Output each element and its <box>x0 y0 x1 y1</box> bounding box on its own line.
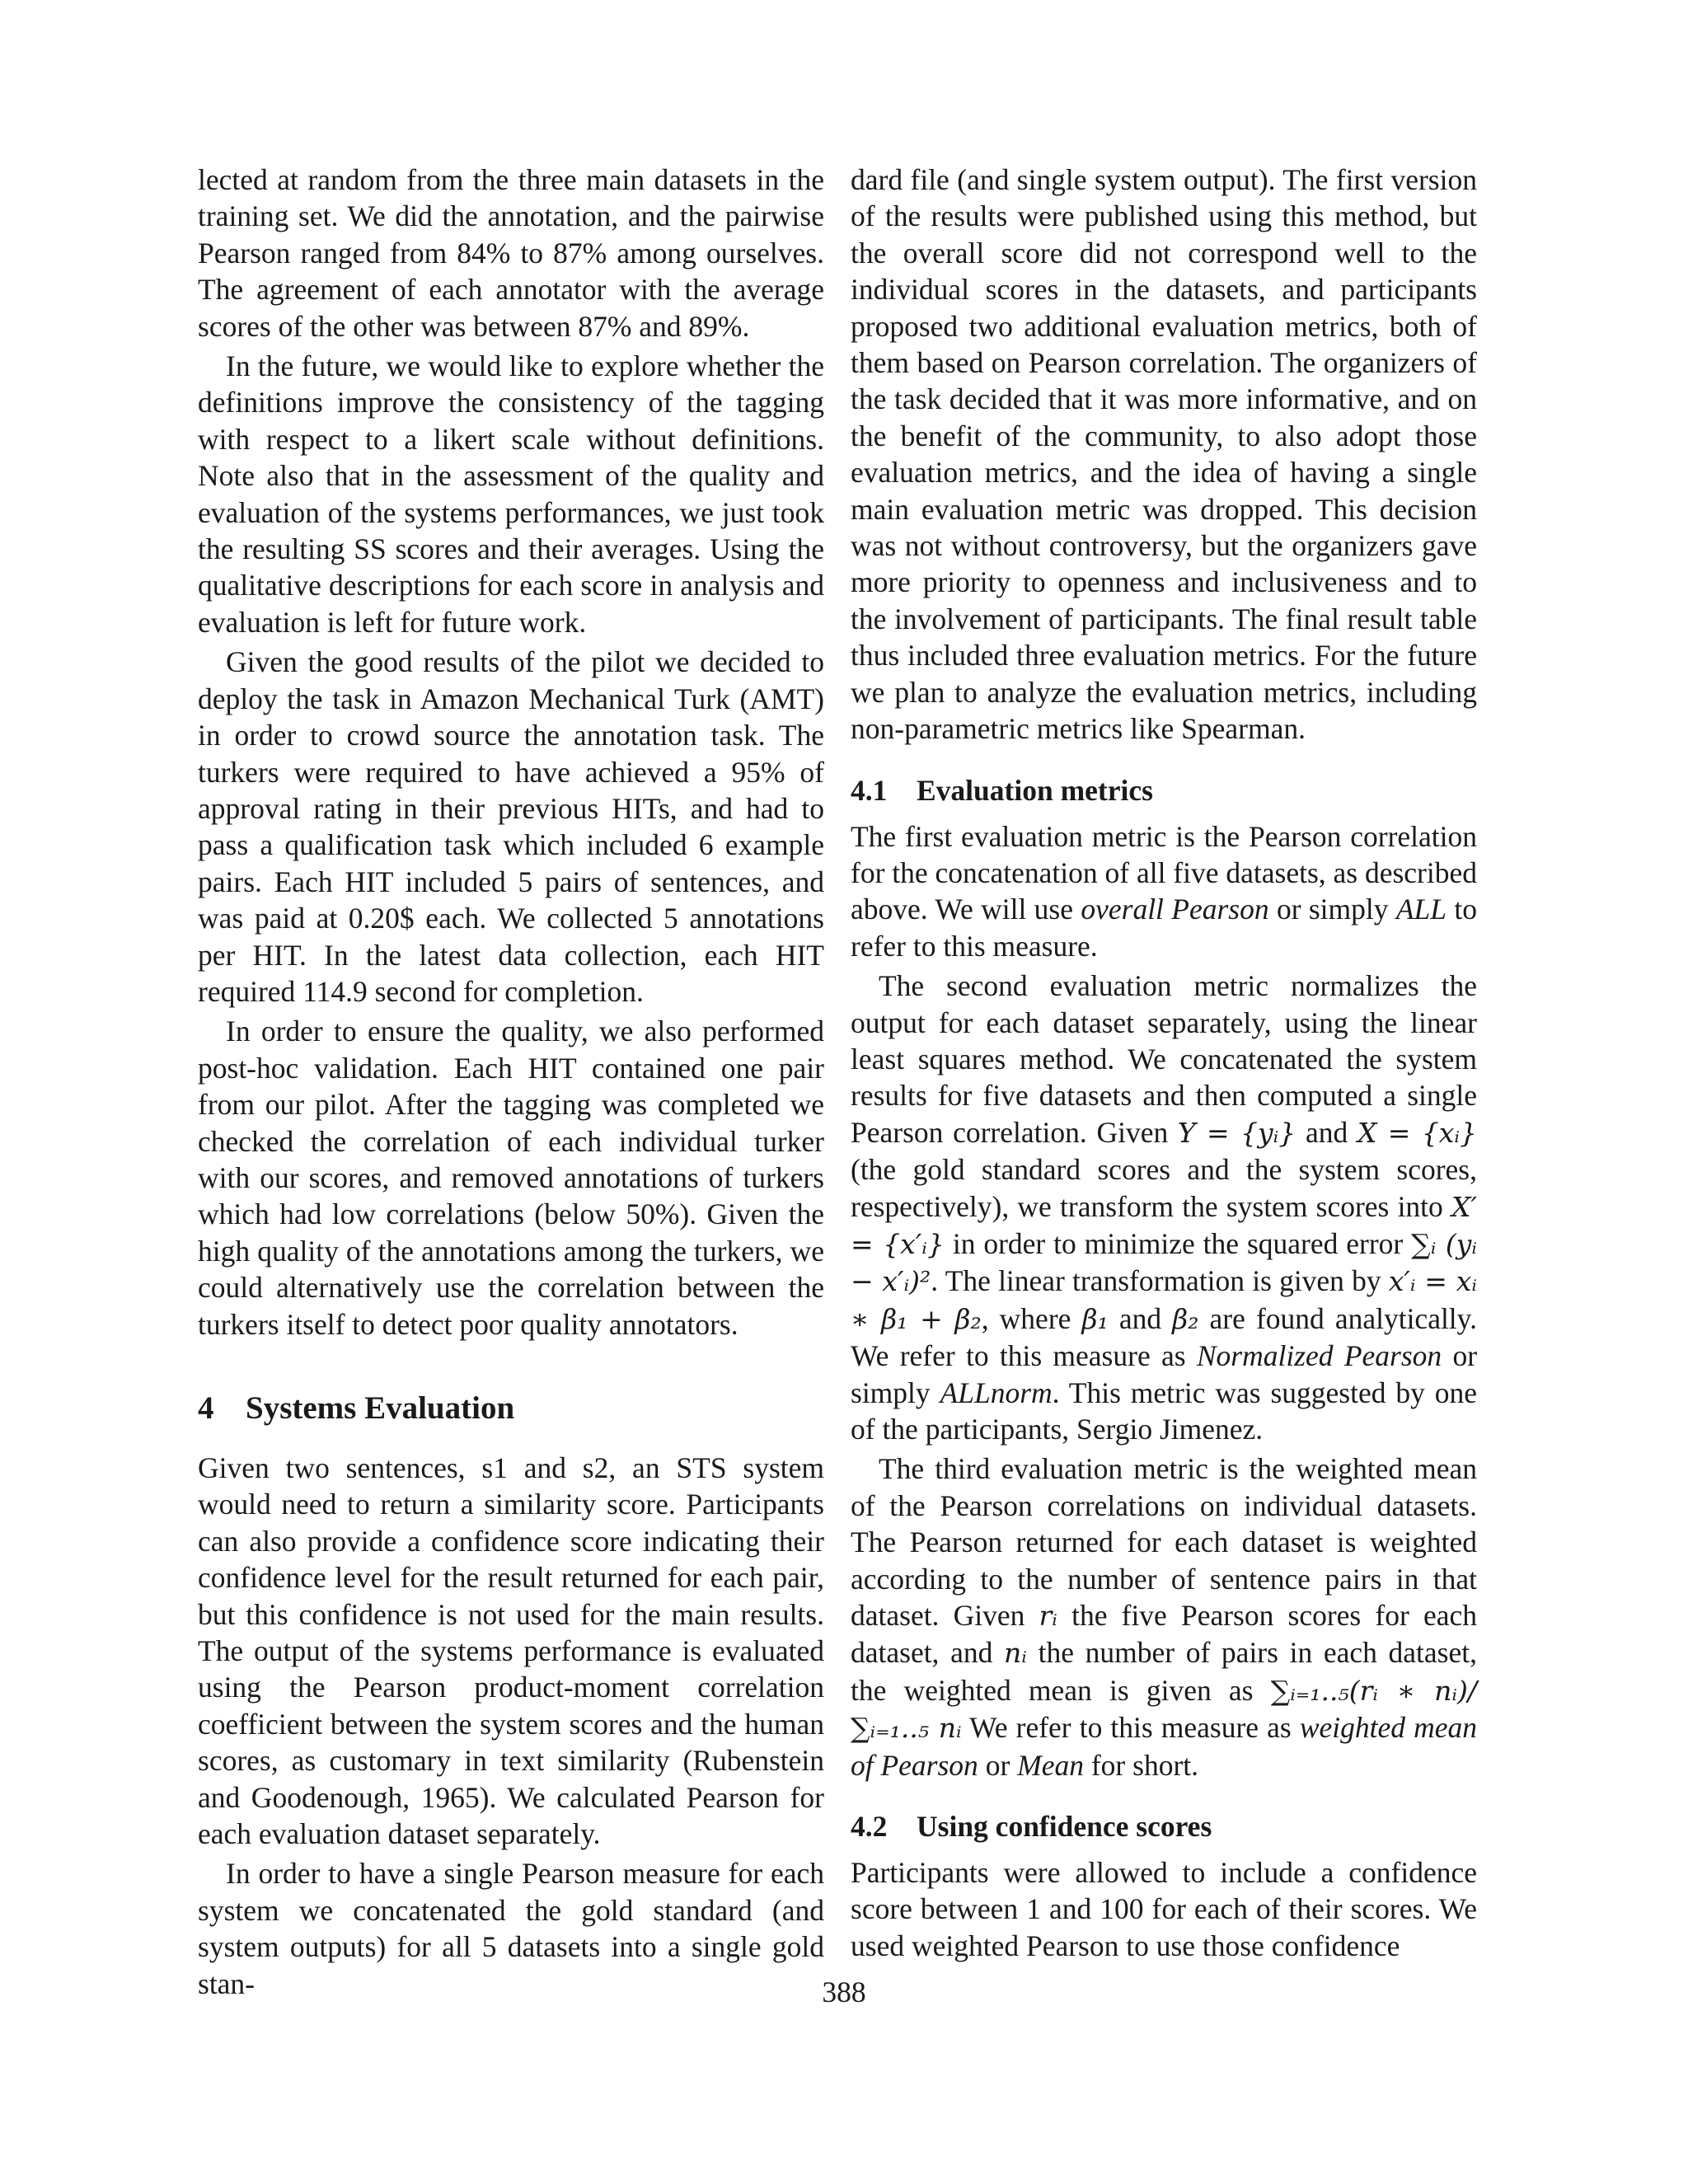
left-column <box>198 162 824 2005</box>
text-run: , where <box>981 1301 1082 1335</box>
section-title: Systems Evaluation <box>246 1390 515 1426</box>
emphasis: ALL <box>1395 893 1447 926</box>
text-run: and <box>1296 1115 1357 1149</box>
paragraph: Participants were allowed to include a confidence score between 1 and 100 for each of their scores. We used weighted Pearson to use those confidence <box>851 1856 1477 1962</box>
subsection-number: 4.2 <box>851 1810 888 1844</box>
math: ∑ᵢ₌₁..₅(rᵢ ∗ nᵢ)/ ∑ᵢ₌₁..₅ nᵢ <box>851 1674 1477 1745</box>
paragraph: In order to have a single Pearson measure for each system we concatenated the gold standard (and system outputs) for all 5 datasets into a single gold stan- <box>198 1857 824 2000</box>
text-run: or simply <box>1268 893 1396 926</box>
emphasis: overall Pearson <box>1081 893 1269 926</box>
text-run: The first evaluation metric is the Pearson correlation for the concatenation of all five datasets, as described above. We will use <box>851 819 1477 926</box>
paragraph <box>851 818 1477 965</box>
text-run: to refer to this measure. <box>851 893 1477 963</box>
text-run: or <box>978 1748 1018 1782</box>
emphasis: Mean <box>1017 1748 1084 1782</box>
subsection-title: Using confidence scores <box>917 1810 1212 1844</box>
math: X = {xᵢ} <box>1357 1116 1477 1149</box>
text-run: (the gold standard scores and the system scores, respectively), we transform the system scores into <box>851 1153 1477 1223</box>
section-number: 4 <box>198 1390 214 1426</box>
text-run: and <box>1108 1301 1173 1335</box>
subsection-title: Evaluation metrics <box>917 773 1153 807</box>
text-run: or simply <box>851 1339 1478 1409</box>
text-run: for short. <box>1083 1748 1199 1782</box>
emphasis: weighted mean of Pearson <box>851 1711 1477 1782</box>
paragraph: dard file (and single system output). The first version of the results were published using this method, but the overall score did not correspond well to the individual scores in the datasets, and participants proposed two additional evaluation metrics, both of them based on Pearson correlation. The organizers of the task decided that it was more informative, and on the benefit of the community, to also adopt those evaluation metrics, and the idea of having a single main evaluation metric was dropped. This decision was not without controversy, but the organizers gave more priority to openness and inclusiveness and to the involvement of participants. The final result table thus included three evaluation metrics. For the future we plan to analyze the evaluation metrics, including non-parametric metrics like Spearman. <box>851 163 1477 746</box>
subsection-heading <box>851 1808 1477 1844</box>
text-run: are found analytically. We refer to this measure as <box>851 1301 1477 1373</box>
paragraph: Given two sentences, s1 and s2, an STS system would need to return a similarity score. Participants can also provide a confidence score indicating their confidence level for the result returned for each pair, but this confidence is not used for the main results. The output of the systems performance is evaluated using the Pearson product-moment correlation coefficient between the system scores and the human scores, as customary in text similarity (Rubenstein and Goodenough, 1965). We calculated Pearson for each evaluation dataset separately. <box>198 1451 824 1851</box>
text-run: in order to minimize the squared error <box>944 1226 1412 1260</box>
math: X′ = {x′ᵢ} <box>851 1190 1477 1260</box>
math: x′ᵢ = xᵢ ∗ β₁ + β₂ <box>851 1265 1477 1335</box>
subsection-number: 4.1 <box>851 773 888 807</box>
text-run: The second evaluation metric normalizes the output for each dataset separately, using the linear least squares method. We concatenated the system results for five datasets and then computed a single Pearson correlation. Given <box>851 969 1477 1149</box>
math: Y = {yᵢ} <box>1177 1116 1296 1149</box>
paragraph: Given the good results of the pilot we decided to deploy the task in Amazon Mechanical Turk (AMT) in order to crowd source the annotation task. The turkers were required to have achieved a 95% of approval rating in their previous HITs, and had to pass a qualification task which included 6 example pairs. Each HIT included 5 pairs of sentences, and was paid at 0.20$ each. We collected 5 annotations per HIT. In the latest data collection, each HIT required 114.9 second for completion. <box>198 645 824 1008</box>
paragraph <box>851 1451 1477 1783</box>
math: ∑ᵢ (yᵢ − x′ᵢ)² <box>851 1227 1478 1298</box>
subsection-heading <box>851 772 1477 808</box>
text-run: the five Pearson scores for each dataset, and <box>851 1599 1477 1670</box>
page-number: 388 <box>822 1975 866 2008</box>
section-heading <box>198 1389 824 1428</box>
right-column <box>851 162 1477 1967</box>
math: β₂ <box>1172 1302 1199 1335</box>
math: nᵢ <box>1004 1637 1027 1670</box>
text-run: . This metric was suggested by one of the participants, Sergio Jimenez. <box>851 1376 1477 1446</box>
math: β₁ <box>1081 1302 1109 1335</box>
emphasis: Normalized Pearson <box>1196 1339 1442 1373</box>
paragraph: In order to ensure the quality, we also performed post-hoc validation. Each HIT contained one pair from our pilot. After the tagging was completed we checked the correlation of each individual turker with our scores, and removed annotations of turkers which had low correlations (below 50%). Given the high quality of the annotations among the turkers, we could alternatively use the correlation between the turkers itself to detect poor quality annotators. <box>198 1015 824 1341</box>
math: rᵢ <box>1039 1600 1057 1633</box>
text-run: We refer to this measure as <box>961 1711 1300 1745</box>
text-run: . The linear transformation is given by <box>931 1264 1389 1298</box>
paragraph <box>851 968 1477 1447</box>
paragraph: lected at random from the three main datasets in the training set. We did the annotation, and the pairwise Pearson ranged from 84% to 87% among ourselves. The agreement of each annotator with the average scores of the other was between 87% and 89%. <box>198 163 824 343</box>
emphasis: ALLnorm <box>940 1376 1053 1409</box>
text-run: the number of pairs in each dataset, the weighted mean is given as <box>851 1636 1477 1707</box>
text-run: The third evaluation metric is the weighted mean of the Pearson correlations on individual datasets. The Pearson returned for each dataset is weighted according to the number of sentence pairs in that dataset. Given <box>851 1452 1477 1633</box>
paragraph: In the future, we would like to explore whether the definitions improve the consistency of the tagging with respect to a likert scale without definitions. Note also that in the assessment of the quality and evaluation of the systems performances, we just took the resulting SS scores and their averages. Using the qualitative descriptions for each score in analysis and evaluation is left for future work. <box>198 349 824 639</box>
